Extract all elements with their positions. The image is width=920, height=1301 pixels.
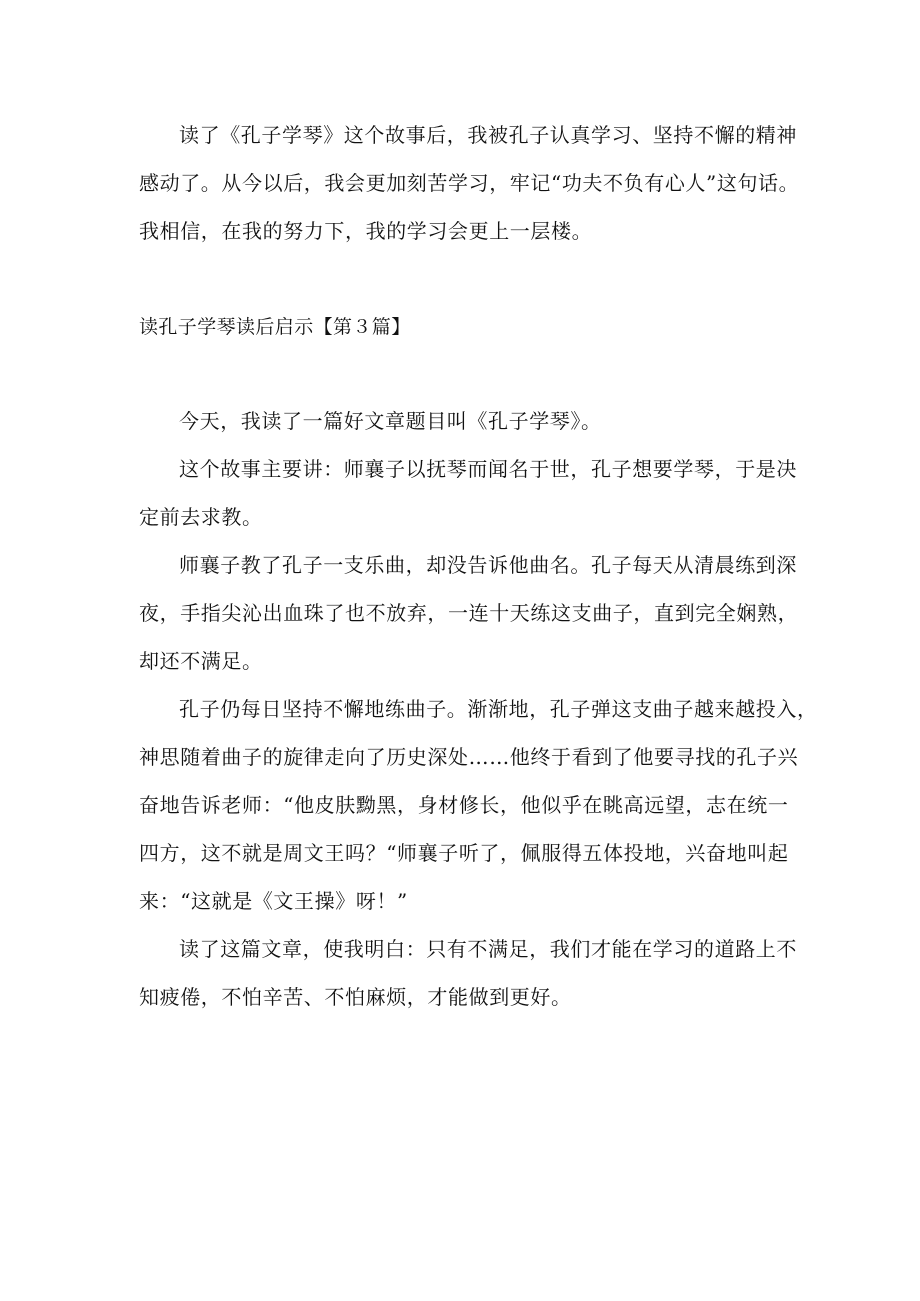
paragraph bbox=[139, 445, 797, 541]
text-line: 四方，这不就是周文王吗？“师襄子听了，佩服得五体投地，兴奋地叫起 bbox=[139, 841, 789, 865]
paragraph bbox=[139, 541, 799, 685]
text-line: 孔子仍每日坚持不懈地练曲子。渐渐地，孔子弹这支曲子越来越投入， bbox=[179, 697, 818, 721]
text-line: 读了这篇文章，使我明白：只有不满足，我们才能在学习的道路上不 bbox=[179, 937, 797, 961]
intro-paragraph bbox=[139, 111, 800, 255]
article-body bbox=[139, 397, 818, 1021]
text-line: 奋地告诉老师：“他皮肤黝黑，身材修长，他似乎在眺高远望，志在统一 bbox=[139, 793, 789, 817]
text-line: 读了《孔子学琴》这个故事后，我被孔子认真学习、坚持不懈的精神 bbox=[179, 123, 797, 147]
text-line: 知疲倦，不怕辛苦、不怕麻烦，才能做到更好。 bbox=[139, 985, 572, 1009]
paragraph bbox=[139, 925, 797, 1021]
text-line: 师襄子教了孔子一支乐曲，却没告诉他曲名。孔子每天从清晨练到深 bbox=[179, 553, 797, 577]
text-line: 我相信，在我的努力下，我的学习会更上一层楼。 bbox=[139, 219, 593, 243]
text-line: 定前去求教。 bbox=[139, 505, 263, 529]
text-line: 今天，我读了一篇好文章题目叫《孔子学琴》。 bbox=[179, 409, 602, 433]
text-line: 来：“这就是《文王操》呀！” bbox=[139, 889, 408, 913]
paragraph bbox=[139, 397, 794, 445]
text-line: 夜，手指尖沁出血珠了也不放弃，一连十天练这支曲子，直到完全娴熟， bbox=[139, 601, 799, 625]
text-line: 却还不满足。 bbox=[139, 649, 263, 673]
paragraph bbox=[139, 685, 818, 925]
text-line: 神思随着曲子的旋律走向了历史深处……他终于看到了他要寻找的孔子兴 bbox=[139, 745, 799, 769]
text-line: 这个故事主要讲：师襄子以抚琴而闻名于世，孔子想要学琴，于是决 bbox=[179, 457, 797, 481]
section-heading: 读孔子学琴读后启示【第３篇】 bbox=[139, 316, 411, 338]
text-line: 感动了。从今以后，我会更加刻苦学习，牢记“功夫不负有心人”这句话。 bbox=[139, 171, 800, 195]
